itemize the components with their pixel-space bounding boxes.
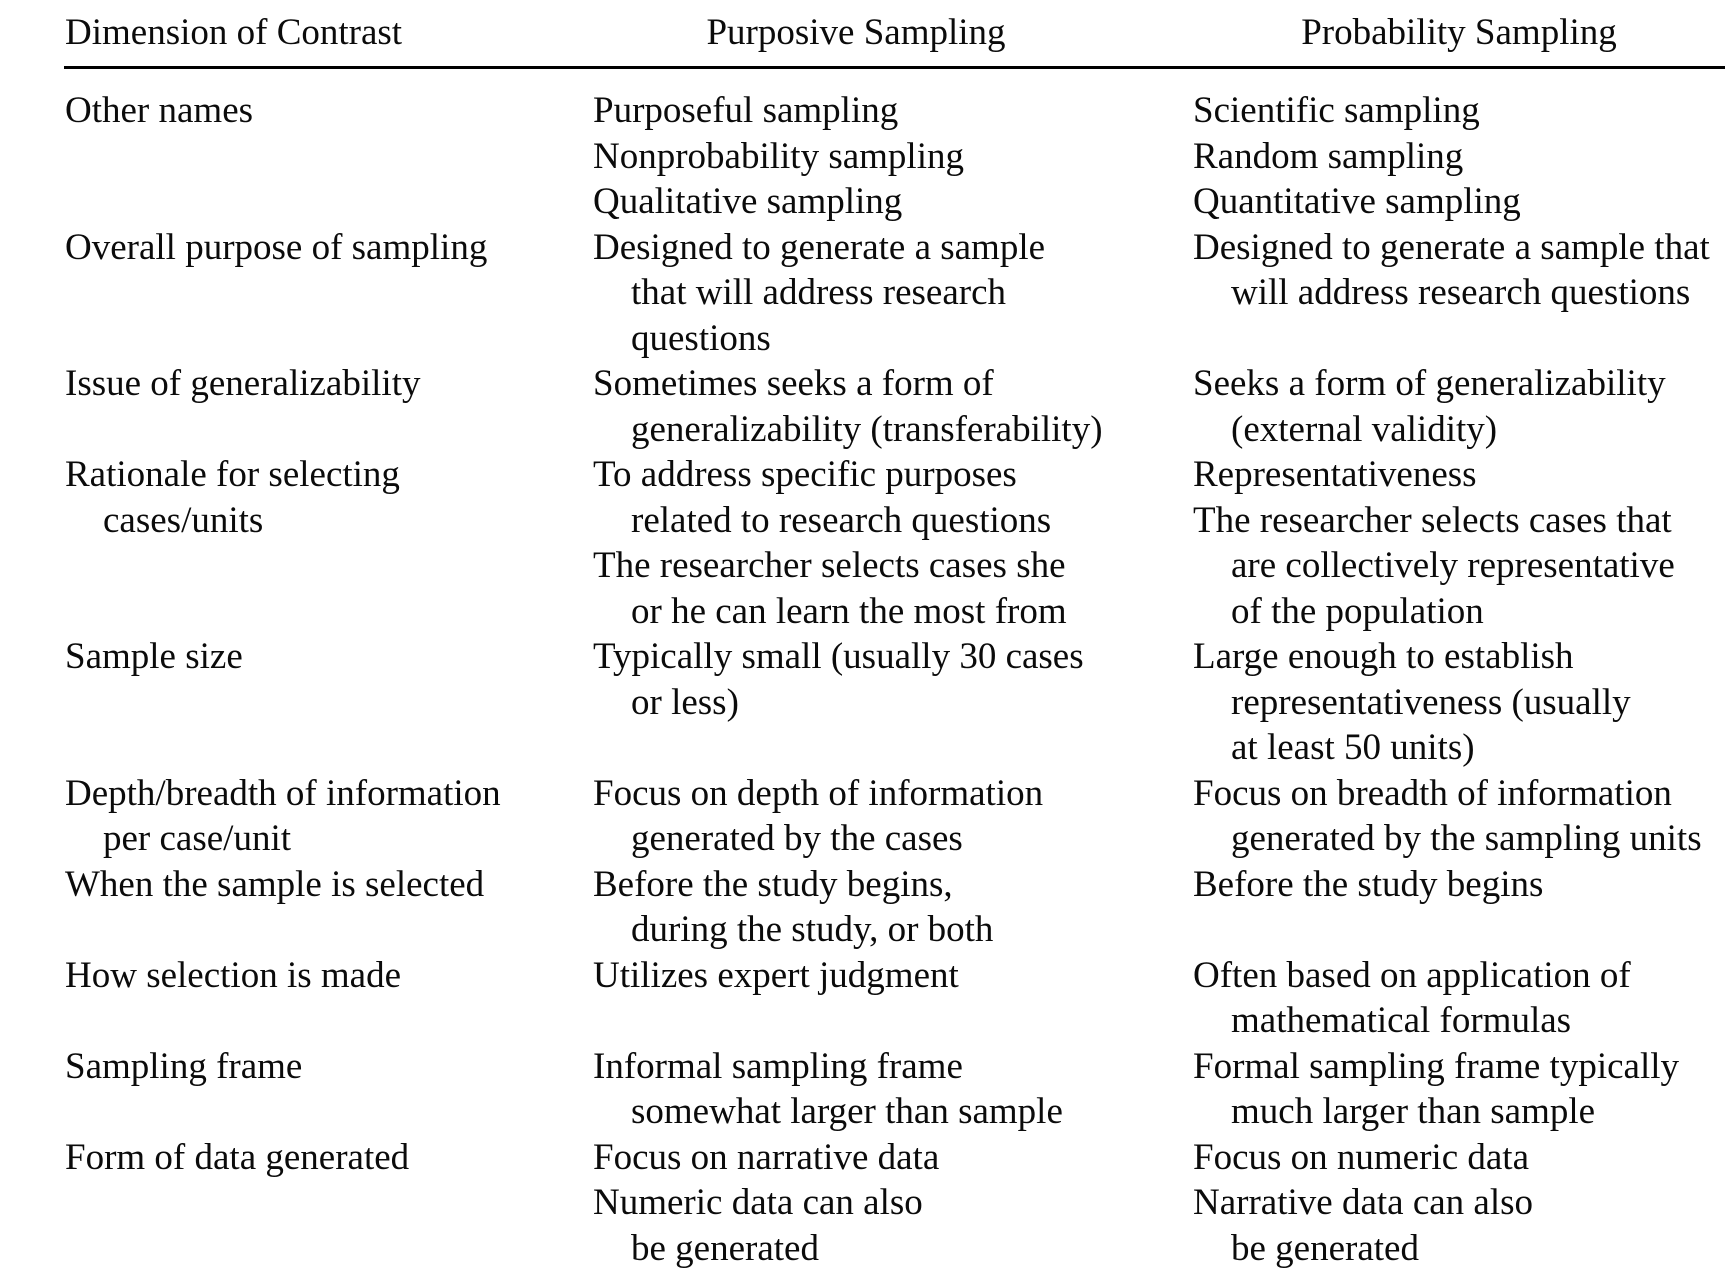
table-cell-dimension — [65, 634, 593, 771]
text-line: Nonprobability sampling — [593, 134, 1193, 180]
table-cell-purposive — [593, 361, 1193, 452]
text-line: will address research questions — [1193, 270, 1725, 316]
text-line: at least 50 units) — [1193, 725, 1725, 771]
text-line: Focus on numeric data — [1193, 1135, 1725, 1181]
text-line: Sometimes seeks a form of — [593, 361, 1193, 407]
table-cell-dimension — [65, 361, 593, 452]
table-row — [0, 953, 1725, 1044]
text-line: much larger than sample — [1193, 1089, 1725, 1135]
text-line: The researcher selects cases she — [593, 543, 1193, 589]
table-cell-purposive — [593, 225, 1193, 362]
text-line: Overall purpose of sampling — [65, 225, 593, 271]
text-line: Qualitative sampling — [593, 179, 1193, 225]
header-divider-rule — [64, 66, 1725, 69]
text-line: Before the study begins — [1193, 862, 1725, 908]
text-line: cases/units — [65, 498, 593, 544]
text-line: Narrative data can also — [1193, 1180, 1725, 1226]
text-line: Rationale for selecting — [65, 452, 593, 498]
text-line: Focus on breadth of information — [1193, 771, 1725, 817]
text-line: Formal sampling frame typically — [1193, 1044, 1725, 1090]
table-cell-dimension — [65, 1044, 593, 1135]
text-line: Other names — [65, 88, 593, 134]
text-line: Seeks a form of generalizability — [1193, 361, 1725, 407]
text-line: related to research questions — [593, 498, 1193, 544]
table-cell-probability — [1193, 88, 1725, 225]
text-line: Scientific sampling — [1193, 88, 1725, 134]
text-line: Issue of generalizability — [65, 361, 593, 407]
text-line: Often based on application of — [1193, 953, 1725, 999]
table-cell-dimension — [65, 953, 593, 1044]
table-row — [0, 1135, 1725, 1271]
text-line: When the sample is selected — [65, 862, 593, 908]
text-line: (external validity) — [1193, 407, 1725, 453]
table-row — [0, 1044, 1725, 1135]
table-cell-dimension — [65, 771, 593, 862]
text-line: generated by the sampling units — [1193, 816, 1725, 862]
text-line: Sample size — [65, 634, 593, 680]
table-cell-purposive — [593, 1135, 1193, 1271]
text-line: Focus on narrative data — [593, 1135, 1193, 1181]
text-line: Utilizes expert judgment — [593, 953, 1193, 999]
table-cell-dimension — [65, 225, 593, 362]
table-row — [0, 88, 1725, 225]
text-line: generated by the cases — [593, 816, 1193, 862]
text-line: or less) — [593, 680, 1193, 726]
table-cell-probability — [1193, 634, 1725, 771]
text-line: Designed to generate a sample that — [1193, 225, 1725, 271]
text-line: Numeric data can also — [593, 1180, 1193, 1226]
text-line: representativeness (usually — [1193, 680, 1725, 726]
table-cell-probability — [1193, 1044, 1725, 1135]
table-cell-probability — [1193, 953, 1725, 1044]
table-row — [0, 771, 1725, 862]
text-line: Before the study begins, — [593, 862, 1193, 908]
text-line: of the population — [1193, 589, 1725, 635]
table-cell-purposive — [593, 452, 1193, 634]
text-line: during the study, or both — [593, 907, 1193, 953]
column-header-dimension-of-contrast: Dimension of Contrast — [65, 10, 402, 56]
table-cell-dimension — [65, 88, 593, 225]
table-body — [0, 88, 1725, 1271]
text-line: Random sampling — [1193, 134, 1725, 180]
table-cell-purposive — [593, 953, 1193, 1044]
text-line: Sampling frame — [65, 1044, 593, 1090]
table-row — [0, 361, 1725, 452]
text-line: The researcher selects cases that — [1193, 498, 1725, 544]
table-cell-dimension — [65, 1135, 593, 1271]
text-line: Focus on depth of information — [593, 771, 1193, 817]
table-cell-purposive — [593, 634, 1193, 771]
text-line: be generated — [593, 1226, 1193, 1271]
table-cell-probability — [1193, 862, 1725, 953]
text-line: How selection is made — [65, 953, 593, 999]
table-cell-probability — [1193, 1135, 1725, 1271]
table-cell-dimension — [65, 452, 593, 634]
text-line: Designed to generate a sample — [593, 225, 1193, 271]
text-line: are collectively representative — [1193, 543, 1725, 589]
text-line: questions — [593, 316, 1193, 362]
table-cell-probability — [1193, 452, 1725, 634]
text-line: Representativeness — [1193, 452, 1725, 498]
table-cell-probability — [1193, 361, 1725, 452]
table-row — [0, 634, 1725, 771]
column-header-purposive-sampling: Purposive Sampling — [593, 10, 1119, 56]
table-row — [0, 225, 1725, 362]
text-line: generalizability (transferability) — [593, 407, 1193, 453]
text-line: or he can learn the most from — [593, 589, 1193, 635]
text-line: Informal sampling frame — [593, 1044, 1193, 1090]
table-cell-probability — [1193, 225, 1725, 362]
text-line: Depth/breadth of information — [65, 771, 593, 817]
text-line: Purposeful sampling — [593, 88, 1193, 134]
text-line: per case/unit — [65, 816, 593, 862]
table-cell-purposive — [593, 1044, 1193, 1135]
text-line: mathematical formulas — [1193, 998, 1725, 1044]
table-cell-purposive — [593, 88, 1193, 225]
table-cell-dimension — [65, 862, 593, 953]
text-line: Form of data generated — [65, 1135, 593, 1181]
text-line: Quantitative sampling — [1193, 179, 1725, 225]
text-line: somewhat larger than sample — [593, 1089, 1193, 1135]
text-line: To address specific purposes — [593, 452, 1193, 498]
text-line: Large enough to establish — [1193, 634, 1725, 680]
table-row — [0, 452, 1725, 634]
table-row — [0, 862, 1725, 953]
column-header-probability-sampling: Probability Sampling — [1193, 10, 1725, 56]
text-line: that will address research — [593, 270, 1193, 316]
table-cell-probability — [1193, 771, 1725, 862]
table-cell-purposive — [593, 862, 1193, 953]
text-line: be generated — [1193, 1226, 1725, 1271]
table-cell-purposive — [593, 771, 1193, 862]
text-line: Typically small (usually 30 cases — [593, 634, 1193, 680]
